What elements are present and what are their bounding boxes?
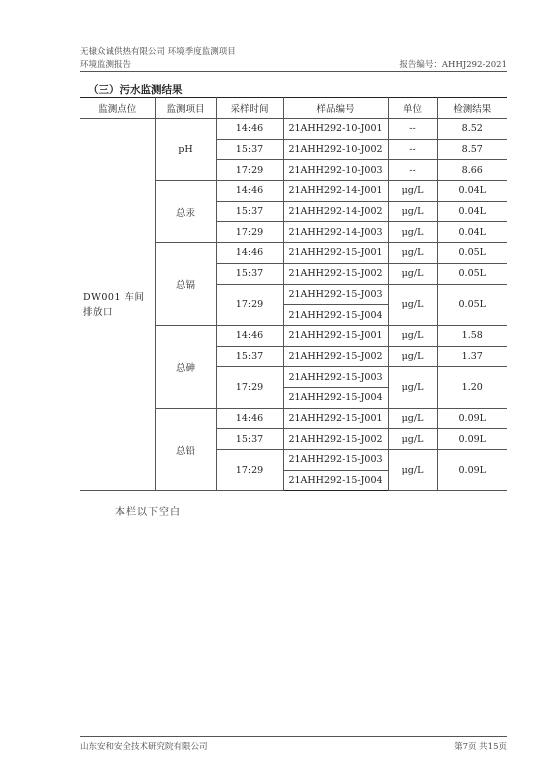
footer-page-number: 第7页 共15页 [454,742,507,752]
monitoring-item-cell: 总镉 [155,243,216,326]
result-cell: 0.09L [437,408,507,429]
sample-id-cell: 21AHH292-15-J003 [283,450,388,471]
sampling-time-cell: 17:29 [216,450,283,491]
monitoring-item-cell: 总铅 [155,408,216,491]
sample-id-cell: 21AHH292-15-J002 [283,346,388,367]
unit-cell: -- [388,139,437,160]
result-cell: 0.05L [437,243,507,264]
result-cell: 0.09L [437,429,507,450]
monitoring-point-cell: DW001 车间排放口 [80,119,155,491]
sample-id-cell: 21AHH292-15-J004 [283,305,388,326]
table-row [80,119,507,140]
result-cell: 8.66 [437,160,507,181]
sample-id-cell: 21AHH292-10-J003 [283,160,388,181]
header-company-project: 无棣众诚供热有限公司 环境季度监测项目 [80,47,236,57]
sample-id-cell: 21AHH292-15-J002 [283,429,388,450]
sample-id-cell: 21AHH292-15-J002 [283,263,388,284]
sample-id-cell: 21AHH292-15-J001 [283,243,388,264]
sampling-time-cell: 17:29 [216,284,283,325]
result-cell: 1.37 [437,346,507,367]
result-cell: 0.04L [437,222,507,243]
unit-cell: μg/L [388,450,437,491]
section-title: （三）污水监测结果 [88,84,183,96]
blank-below-note: 本栏以下空白 [115,507,181,518]
wastewater-results-table [80,97,507,491]
sample-id-cell: 21AHH292-14-J002 [283,201,388,222]
header-report-number: 报告编号：AHHJ292-2021 [399,60,507,70]
sampling-time-cell: 14:46 [216,181,283,202]
unit-cell: μg/L [388,222,437,243]
sample-id-cell: 21AHH292-15-J004 [283,470,388,491]
sample-id-cell: 21AHH292-14-J003 [283,222,388,243]
result-cell: 0.04L [437,181,507,202]
sample-id-cell: 21AHH292-10-J001 [283,119,388,140]
result-cell: 0.05L [437,284,507,325]
column-header: 检测结果 [437,98,507,119]
sampling-time-cell: 14:46 [216,119,283,140]
sampling-time-cell: 17:29 [216,367,283,408]
footer-divider [80,736,507,737]
sample-id-cell: 21AHH292-15-J003 [283,367,388,388]
unit-cell: μg/L [388,325,437,346]
result-cell: 1.58 [437,325,507,346]
sampling-time-cell: 14:46 [216,325,283,346]
sampling-time-cell: 15:37 [216,429,283,450]
footer-institute: 山东安和安全技术研究院有限公司 [80,742,208,752]
monitoring-item-cell: pH [155,119,216,181]
unit-cell: μg/L [388,367,437,408]
result-cell: 0.05L [437,263,507,284]
sample-id-cell: 21AHH292-15-J003 [283,284,388,305]
result-cell: 8.57 [437,139,507,160]
unit-cell: μg/L [388,243,437,264]
table-header-row [80,98,507,119]
sampling-time-cell: 15:37 [216,346,283,367]
sample-id-cell: 21AHH292-15-J001 [283,325,388,346]
sampling-time-cell: 14:46 [216,408,283,429]
sampling-time-cell: 17:29 [216,160,283,181]
header-divider [80,71,507,72]
monitoring-item-cell: 总汞 [155,181,216,243]
unit-cell: μg/L [388,408,437,429]
unit-cell: -- [388,119,437,140]
unit-cell: μg/L [388,181,437,202]
sampling-time-cell: 15:37 [216,201,283,222]
sampling-time-cell: 15:37 [216,263,283,284]
sampling-time-cell: 15:37 [216,139,283,160]
result-cell: 1.20 [437,367,507,408]
column-header: 单位 [388,98,437,119]
sample-id-cell: 21AHH292-15-J004 [283,387,388,408]
unit-cell: μg/L [388,284,437,325]
column-header: 监测点位 [80,98,155,119]
sample-id-cell: 21AHH292-14-J001 [283,181,388,202]
result-cell: 0.09L [437,450,507,491]
unit-cell: μg/L [388,201,437,222]
monitoring-item-cell: 总砷 [155,325,216,408]
sampling-time-cell: 17:29 [216,222,283,243]
result-cell: 0.04L [437,201,507,222]
column-header: 采样时间 [216,98,283,119]
header-report-type: 环境监测报告 [80,60,132,70]
unit-cell: μg/L [388,429,437,450]
sample-id-cell: 21AHH292-15-J001 [283,408,388,429]
column-header: 监测项目 [155,98,216,119]
column-header: 样品编号 [283,98,388,119]
unit-cell: μg/L [388,263,437,284]
sampling-time-cell: 14:46 [216,243,283,264]
result-cell: 8.52 [437,119,507,140]
sample-id-cell: 21AHH292-10-J002 [283,139,388,160]
unit-cell: μg/L [388,346,437,367]
unit-cell: -- [388,160,437,181]
